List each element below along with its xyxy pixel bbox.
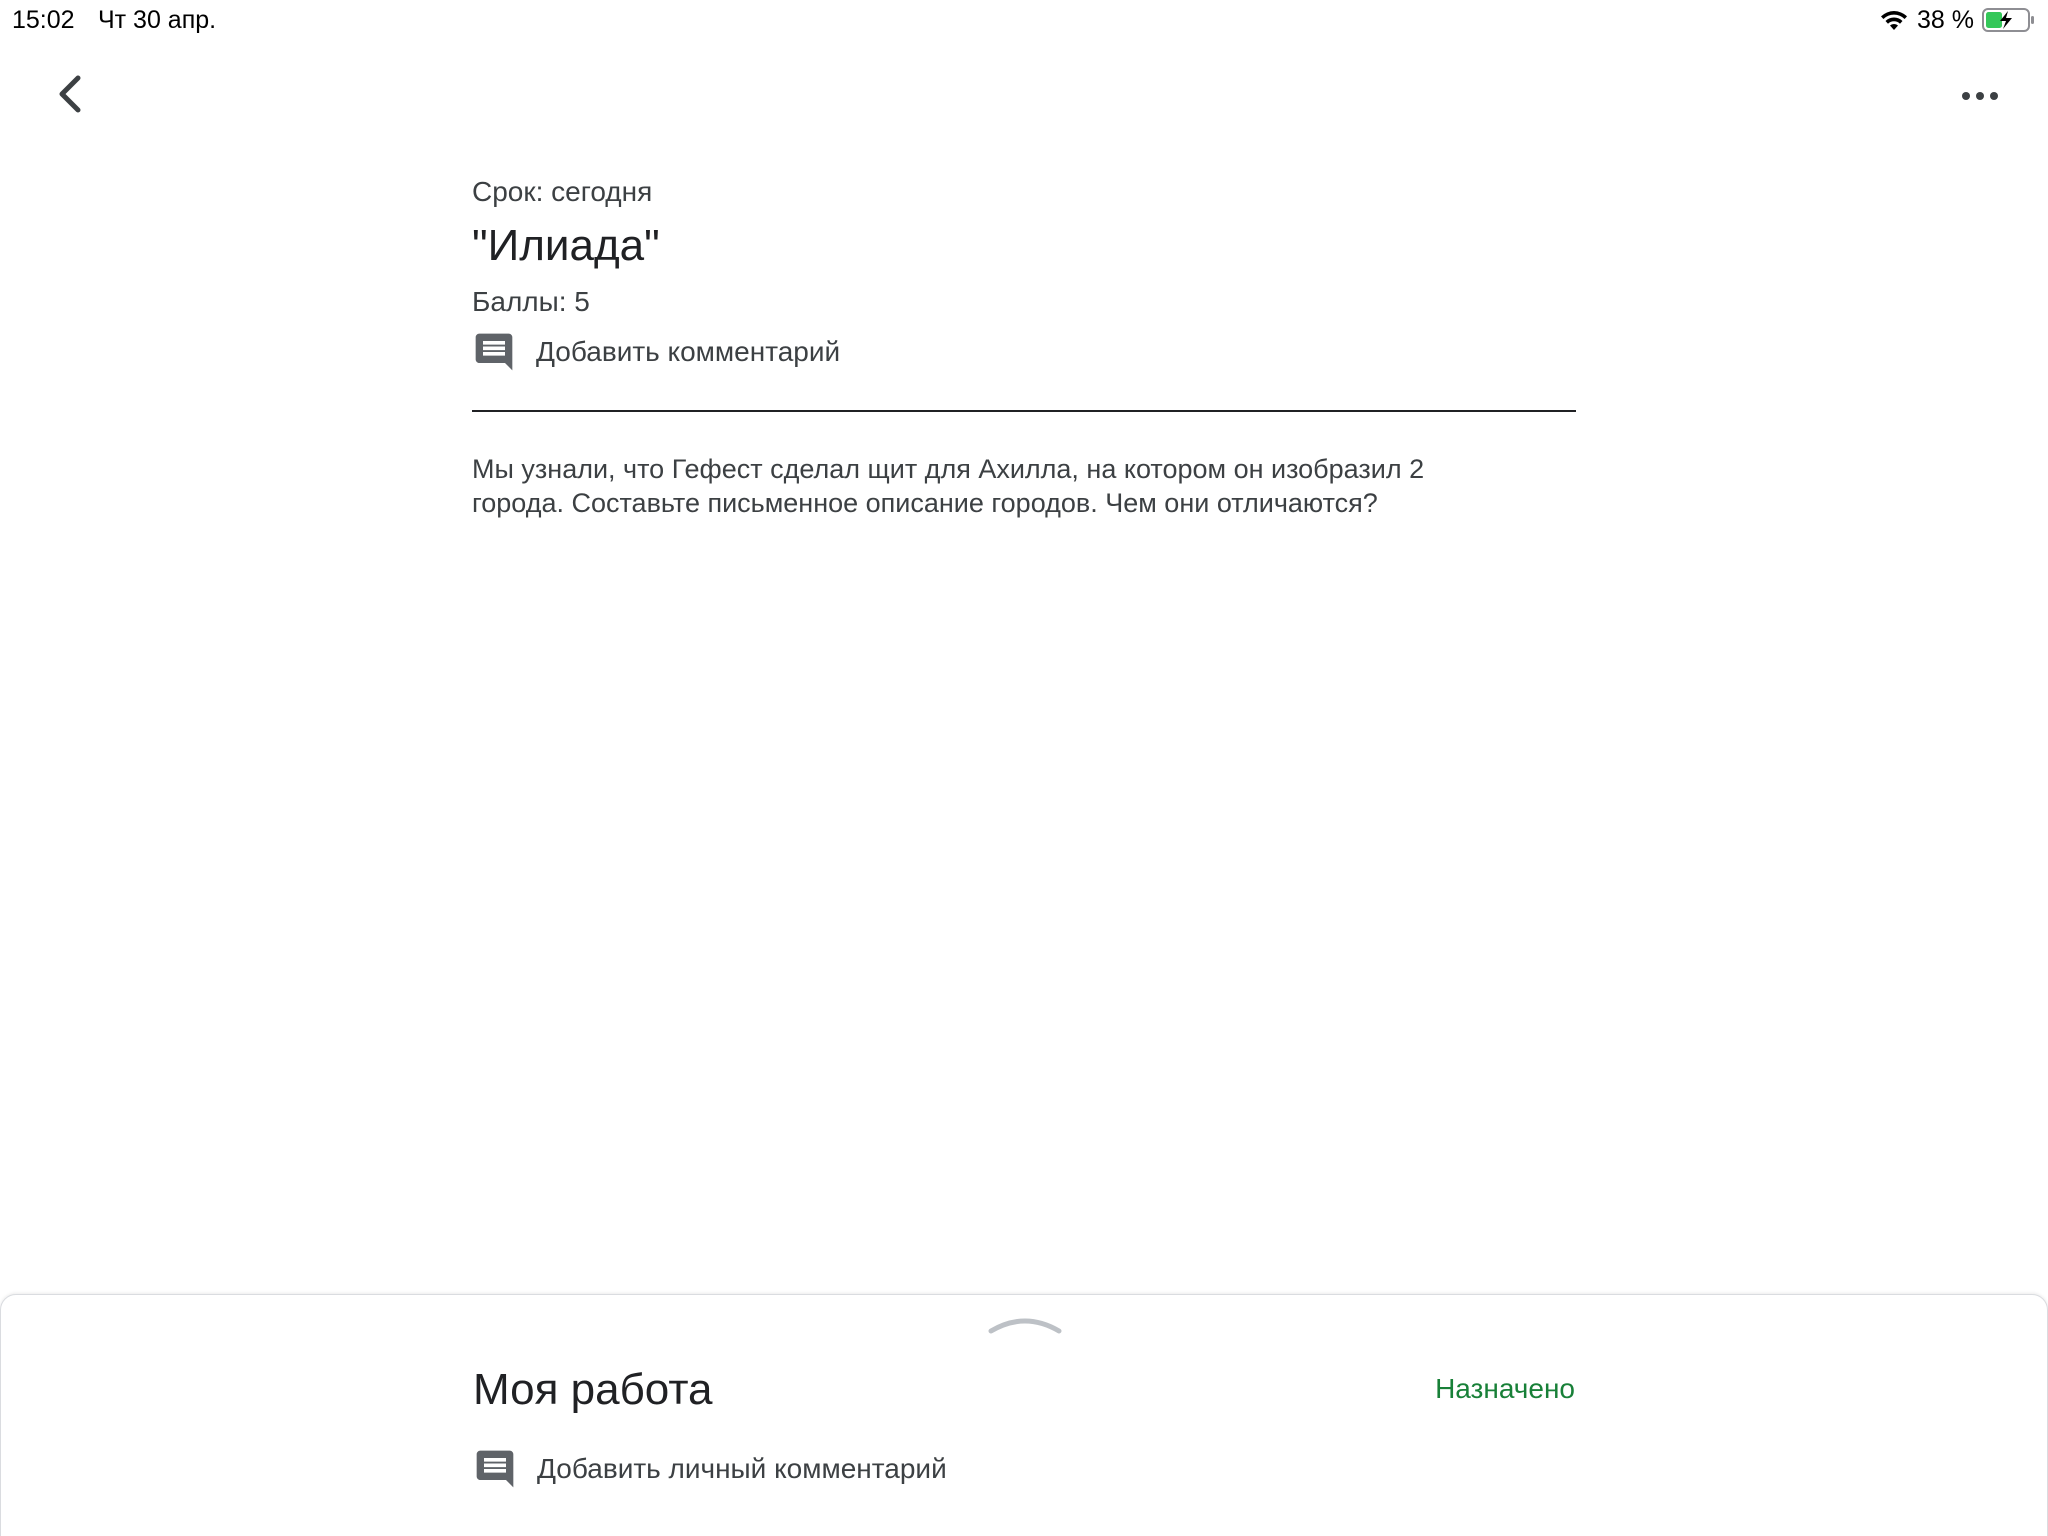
status-bar: [0, 0, 2048, 40]
my-work-title: Моя работа: [473, 1365, 713, 1414]
more-options-button[interactable]: [1952, 76, 2008, 116]
expand-sheet-handle[interactable]: [987, 1313, 1063, 1335]
add-class-comment-button[interactable]: [472, 328, 1576, 376]
status-time: 15:02: [12, 6, 75, 34]
more-horizontal-icon: [1952, 76, 2008, 116]
add-comment-label: Добавить комментарий: [536, 336, 841, 367]
status-badge: Назначено: [1435, 1373, 1575, 1404]
chevron-up-icon: [987, 1313, 1063, 1335]
chevron-left-icon: [44, 66, 100, 122]
description-line: Мы узнали, что Гефест сделал щит для Ахилла, на котором он изобразил 2: [472, 454, 1425, 484]
divider: [472, 410, 1576, 412]
comment-icon: [473, 1447, 517, 1491]
my-work-sheet: [0, 1294, 2048, 1536]
battery-percent: 38 %: [1917, 5, 1974, 34]
add-private-comment-button[interactable]: [473, 1445, 947, 1493]
wifi-icon: [1879, 8, 1909, 32]
assignment-details: [472, 160, 1576, 520]
status-date: Чт 30 апр.: [98, 6, 217, 34]
points: Баллы: 5: [472, 286, 590, 317]
comment-icon: [472, 330, 516, 374]
status-right: [1879, 4, 2036, 36]
assignment-description: [472, 452, 1576, 520]
description-line: города. Составьте письменное описание городов. Чем они отличаются?: [472, 488, 1378, 518]
assignment-title: "Илиада": [472, 221, 660, 270]
due-date: Срок: сегодня: [472, 176, 653, 207]
back-button[interactable]: [44, 66, 100, 127]
add-private-comment-label: Добавить личный комментарий: [537, 1453, 947, 1484]
battery-charging-icon: [1982, 7, 2036, 33]
